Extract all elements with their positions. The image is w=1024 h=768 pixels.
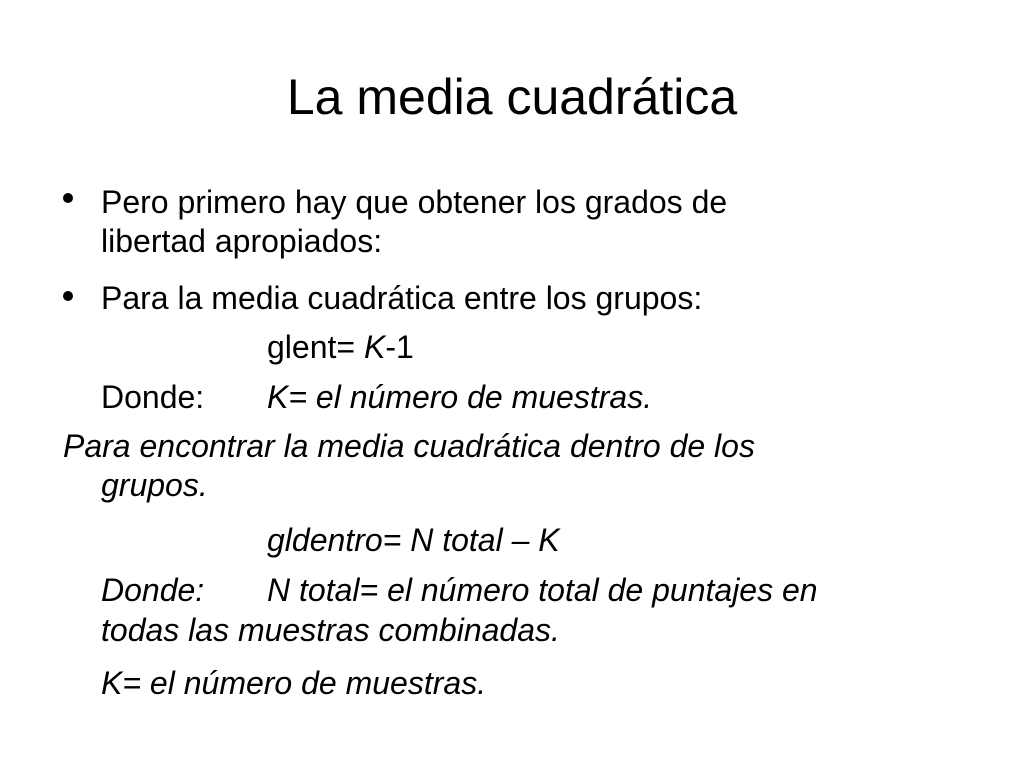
final-line: K= el número de muestras. <box>101 665 487 701</box>
para-line-1: Para encontrar la media cuadrática dentro de los <box>63 428 755 464</box>
bullet-dot-icon <box>63 193 73 203</box>
formula-gldentro: gldentro= N total – K <box>267 522 560 558</box>
bullet-dot-icon <box>63 291 73 301</box>
donde-2-text-line-1: N total= el número total de puntajes en <box>267 572 818 608</box>
formula-glent-prefix: glent= <box>267 329 364 365</box>
bullet-1-line-2: libertad apropiados: <box>101 223 383 259</box>
donde-1-label: Donde: <box>101 379 205 415</box>
formula-glent-suffix: -1 <box>385 329 414 365</box>
formula-glent <box>267 328 414 366</box>
bullet-1-line-1: Pero primero hay que obtener los grados de <box>101 184 728 220</box>
slide-title: La media cuadrática <box>286 69 738 125</box>
donde-2-label: Donde: <box>101 572 205 608</box>
bullet-2-line-1: Para la media cuadrática entre los grupos: <box>101 280 703 316</box>
para-line-2: grupos. <box>101 467 208 503</box>
donde-1-text: K= el número de muestras. <box>267 379 653 415</box>
donde-2-text-line-2: todas las muestras combinadas. <box>101 612 560 648</box>
formula-glent-var: K <box>363 329 386 365</box>
